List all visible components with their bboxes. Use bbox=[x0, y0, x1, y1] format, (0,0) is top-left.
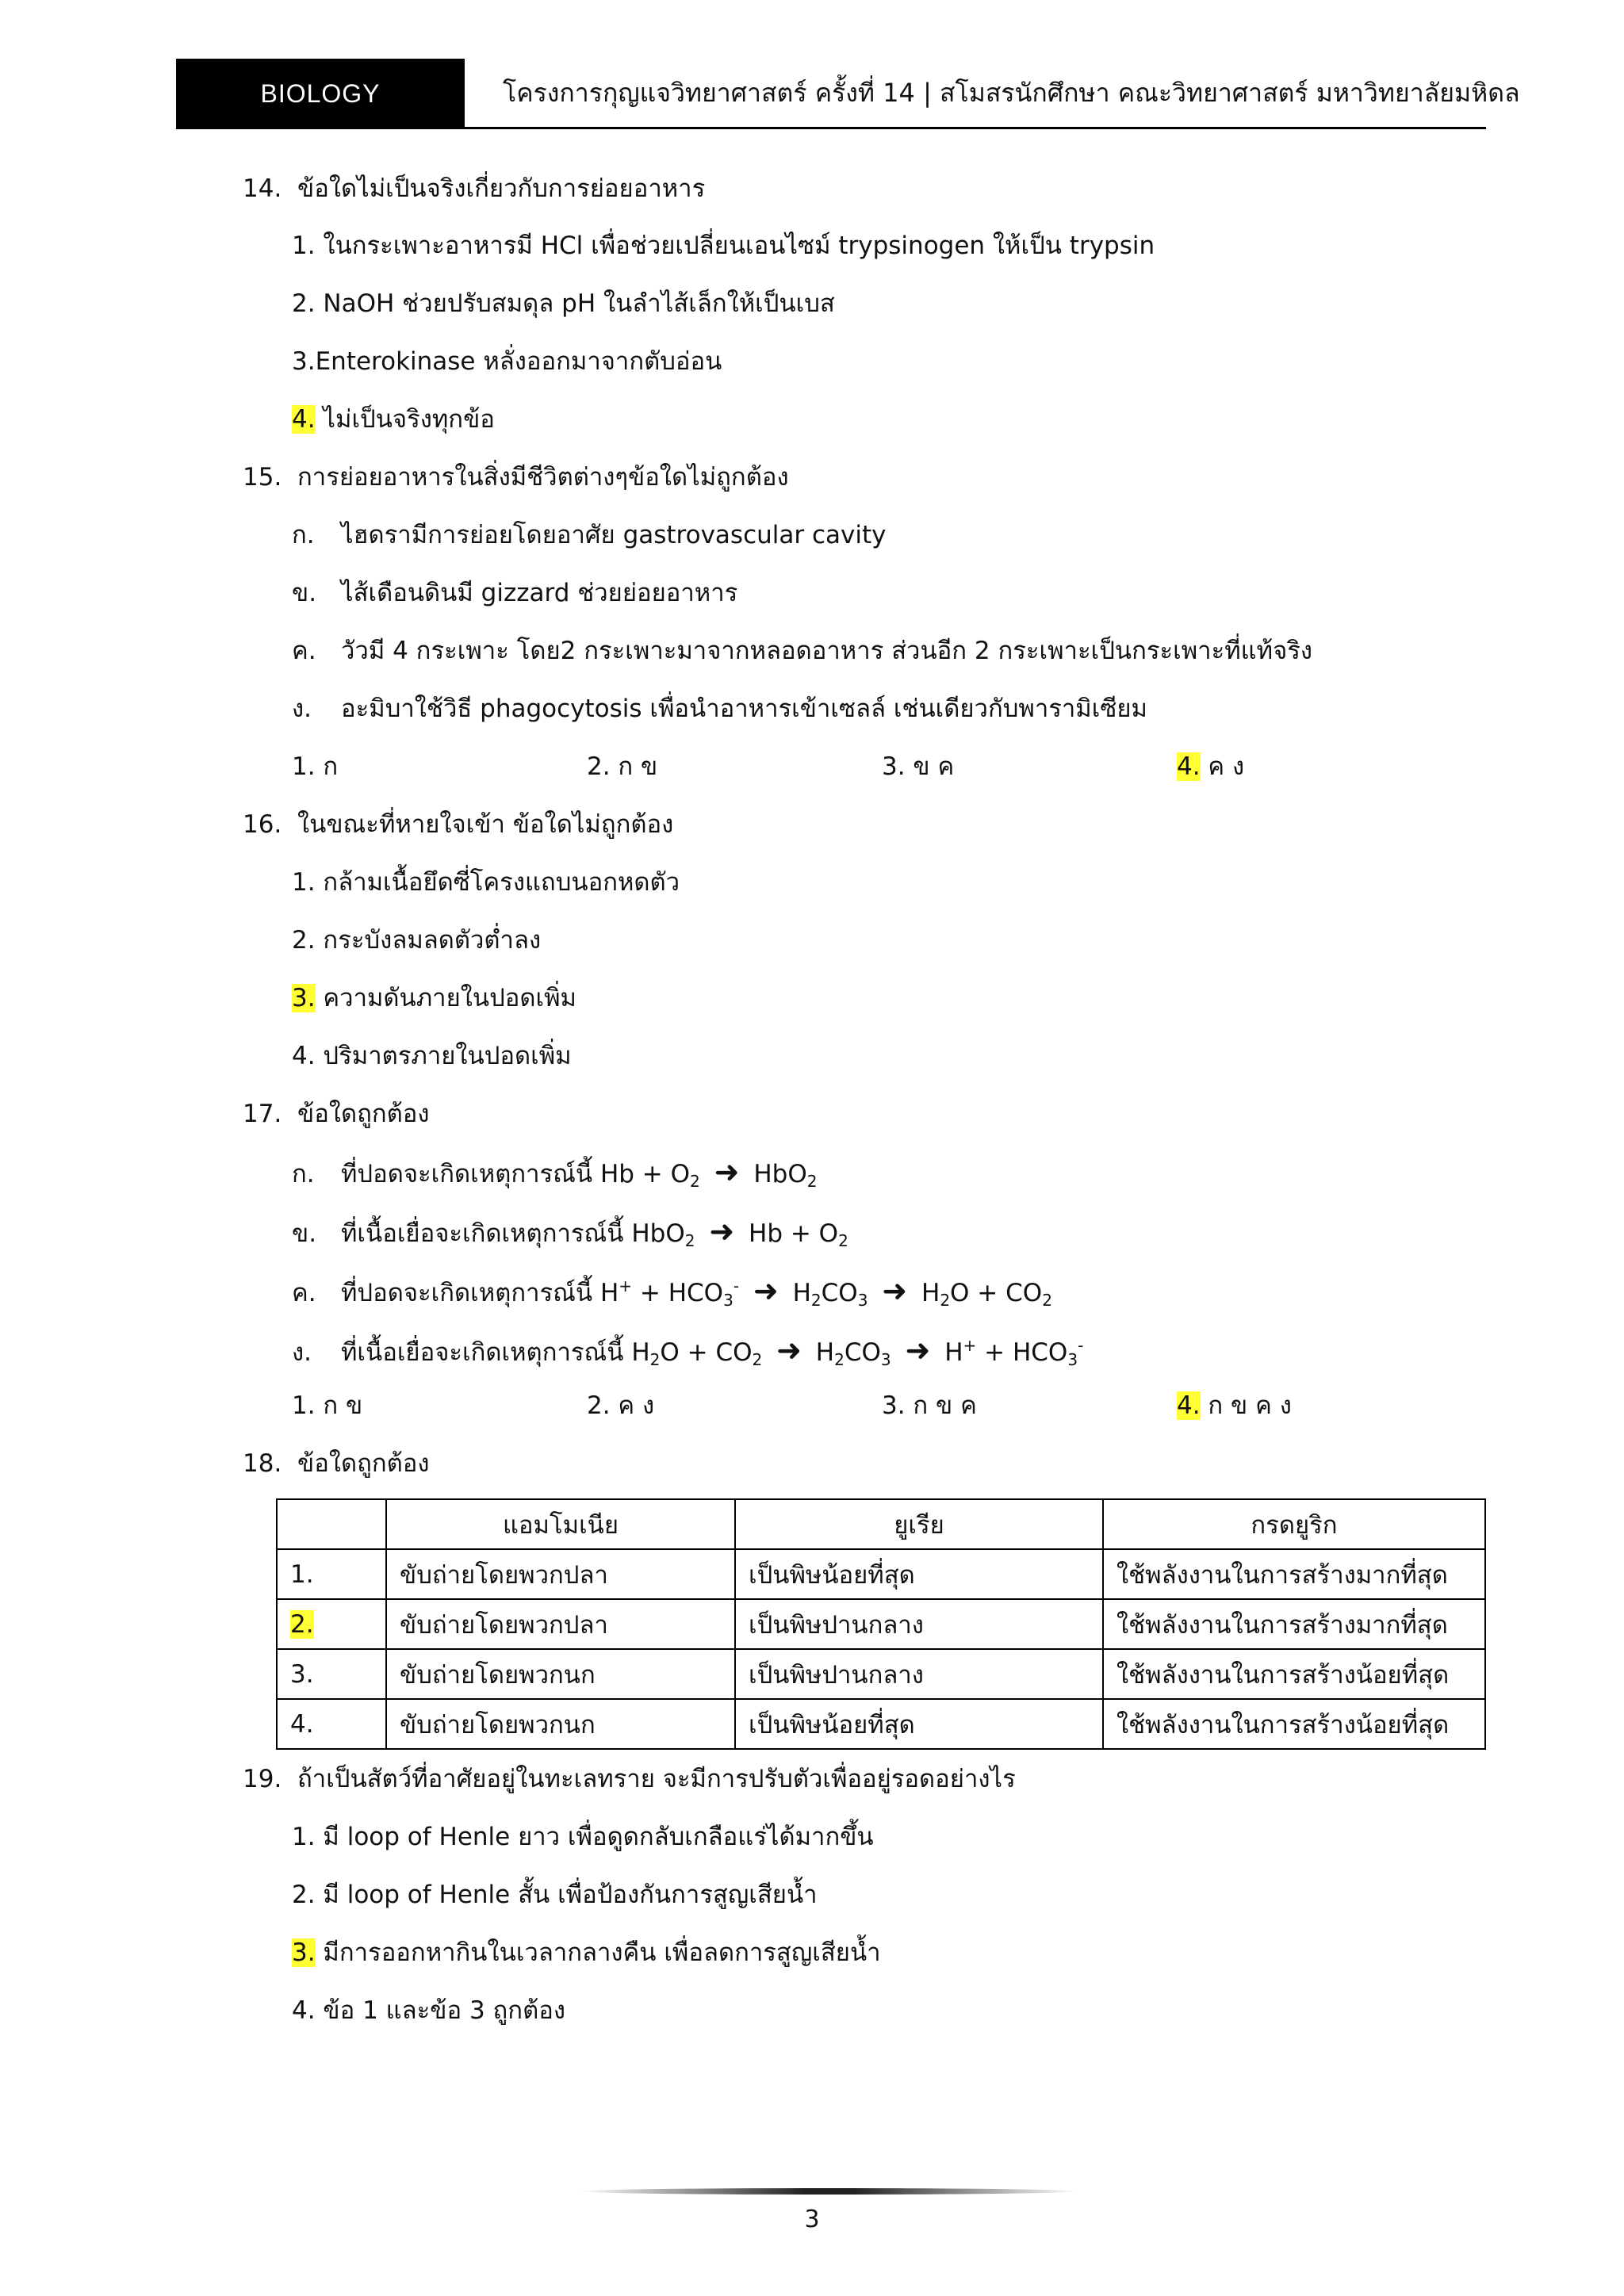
table-cell: ขับถ่ายโดยพวกนก bbox=[386, 1699, 735, 1749]
footer-divider bbox=[579, 2188, 1078, 2195]
q19-option-2: 2. มี loop of Henle สั้น เพื่อป้องกันการสูญเสียน้ำ bbox=[292, 1881, 818, 1909]
q16-option-4: 4. ปริมาตรภายในปอดเพิ่ม bbox=[292, 1042, 572, 1070]
q19-option-3: 3. มีการออกหากินในเวลากลางคืน เพื่อลดการสูญเสียน้ำ bbox=[292, 1938, 881, 1967]
q15-item-d: ง. อะมิบาใช้วิธี phagocytosis เพื่อนำอาหารเข้าเซลล์ เช่นเดียวกับพารามิเซียม bbox=[292, 695, 1147, 723]
table-cell: เป็นพิษน้อยที่สุด bbox=[735, 1549, 1103, 1599]
q16-option-2: 2. กระบังลมลดตัวต่ำลง bbox=[292, 926, 542, 955]
answer-highlight: 4. bbox=[1177, 1391, 1201, 1420]
table-cell: ขับถ่ายโดยพวกปลา bbox=[386, 1549, 735, 1599]
q14-option-2: 2. NaOH ช่วยปรับสมดุล pH ในลำไส้เล็กให้เป็นเบส bbox=[292, 289, 835, 318]
right-arrow-icon: ➜ bbox=[905, 1333, 931, 1368]
right-arrow-icon: ➜ bbox=[753, 1273, 779, 1308]
question-15: 15. การย่อยอาหารในสิ่งมีชีวิตต่างๆข้อใดไม่ถูกต้อง bbox=[243, 463, 789, 492]
q19-option-1: 1. มี loop of Henle ยาว เพื่อดูดกลับเกลือแร่ได้มากขึ้น bbox=[292, 1823, 874, 1851]
q17-choice-2: 2. ค ง bbox=[587, 1391, 655, 1420]
q16-option-3: 3. ความดันภายในปอดเพิ่ม bbox=[292, 984, 576, 1012]
q17-item-b: ข. ที่เนื้อเยื่อจะเกิดเหตุการณ์นี้ HbO$_2$ ➜ $Hb + O_2$ bbox=[292, 1214, 848, 1250]
question-14: 14. ข้อใดไม่เป็นจริงเกี่ยวกับการย่อยอาหาร bbox=[243, 174, 706, 203]
q15-item-a: ก. ไฮดรามีการย่อยโดยอาศัย gastrovascular cavity bbox=[292, 521, 887, 549]
question-16: 16. ในขณะที่หายใจเข้า ข้อใดไม่ถูกต้อง bbox=[243, 810, 674, 839]
q14-option-1: 1. ในกระเพาะอาหารมี HCl เพื่อช่วยเปลี่ยนเอนไซม์ trypsinogen ให้เป็น trypsin bbox=[292, 232, 1155, 260]
table-cell: 1. bbox=[277, 1549, 386, 1599]
q17-choice-3: 3. ก ข ค bbox=[882, 1391, 977, 1420]
q17-item-d: ง. ที่เนื้อเยื่อจะเกิดเหตุการณ์นี้ $H_2O + CO_2$ ➜ $H_2CO_3$ ➜ $H^+ + HCO_3^-$ bbox=[292, 1333, 1084, 1369]
q15-item-b: ข. ไส้เดือนดินมี gizzard ช่วยย่อยอาหาร bbox=[292, 579, 738, 607]
question-19: 19. ถ้าเป็นสัตว์ที่อาศัยอยู่ในทะเลทราย จะมีการปรับตัวเพื่ออยู่รอดอย่างไร bbox=[243, 1765, 1016, 1793]
q17-item-a: ก. ที่ปอดจะเกิดเหตุการณ์นี้ $Hb + O_2$ ➜ HbO$_2$ bbox=[292, 1154, 818, 1191]
table-cell bbox=[277, 1599, 386, 1649]
table-cell: ขับถ่ายโดยพวกนก bbox=[386, 1649, 735, 1699]
table-cell: เป็นพิษปานกลาง bbox=[735, 1649, 1103, 1699]
header-divider bbox=[176, 127, 1486, 129]
answer-highlight: 4. bbox=[292, 405, 316, 434]
table-row bbox=[277, 1649, 1485, 1699]
table-cell: ใช้พลังงานในการสร้างมากที่สุด bbox=[1103, 1599, 1485, 1649]
table-header-row bbox=[277, 1499, 1485, 1549]
right-arrow-icon: ➜ bbox=[709, 1214, 735, 1249]
table-cell: ใช้พลังงานในการสร้างมากที่สุด bbox=[1103, 1549, 1485, 1599]
header-title: โครงการกุญแจวิทยาศาสตร์ ครั้งที่ 14 | สโมสรนักศึกษา คณะวิทยาศาสตร์ มหาวิทยาลัยมหิดล bbox=[503, 78, 1520, 108]
table-header: แอมโมเนีย bbox=[386, 1499, 735, 1549]
table-cell: เป็นพิษน้อยที่สุด bbox=[735, 1699, 1103, 1749]
excretion-table bbox=[276, 1498, 1486, 1750]
table-row bbox=[277, 1599, 1485, 1649]
table-cell: เป็นพิษปานกลาง bbox=[735, 1599, 1103, 1649]
q17-choice-4: 4. ก ข ค ง bbox=[1177, 1391, 1292, 1420]
table-cell: ใช้พลังงานในการสร้างน้อยที่สุด bbox=[1103, 1649, 1485, 1699]
right-arrow-icon: ➜ bbox=[714, 1154, 740, 1189]
q17-choice-1: 1. ก ข bbox=[292, 1391, 363, 1420]
answer-highlight: 3. bbox=[292, 1938, 316, 1967]
table-cell: ใช้พลังงานในการสร้างน้อยที่สุด bbox=[1103, 1699, 1485, 1749]
table-cell: ขับถ่ายโดยพวกปลา bbox=[386, 1599, 735, 1649]
q15-choice-1: 1. ก bbox=[292, 752, 339, 781]
q14-option-3: 3.Enterokinase หลั่งออกมาจากตับอ่อน bbox=[292, 347, 722, 376]
table-row bbox=[277, 1699, 1485, 1749]
q16-option-1: 1. กล้ามเนื้อยึดซี่โครงแถบนอกหดตัว bbox=[292, 868, 680, 897]
q15-choice-2: 2. ก ข bbox=[587, 752, 658, 781]
q15-choice-3: 3. ข ค bbox=[882, 752, 955, 781]
subject-label: BIOLOGY bbox=[176, 59, 465, 128]
table-header: ยูเรีย bbox=[735, 1499, 1103, 1549]
table-cell: 3. bbox=[277, 1649, 386, 1699]
q17-item-c: ค. ที่ปอดจะเกิดเหตุการณ์นี้ $H^+ + HCO_3^-$ ➜ $H_2CO_3$ ➜ $H_2O + CO_2$ bbox=[292, 1273, 1052, 1310]
question-17: 17. ข้อใดถูกต้อง bbox=[243, 1100, 430, 1128]
table-header: กรดยูริก bbox=[1103, 1499, 1485, 1549]
table-row bbox=[277, 1549, 1485, 1599]
q19-option-4: 4. ข้อ 1 และข้อ 3 ถูกต้อง bbox=[292, 1996, 565, 2025]
right-arrow-icon: ➜ bbox=[882, 1273, 908, 1308]
right-arrow-icon: ➜ bbox=[776, 1333, 802, 1368]
answer-highlight: 4. bbox=[1177, 752, 1201, 781]
q14-option-4: 4. ไม่เป็นจริงทุกข้อ bbox=[292, 405, 495, 434]
table-header bbox=[277, 1499, 386, 1549]
q15-choice-4: 4. ค ง bbox=[1177, 752, 1245, 781]
page-number: 3 bbox=[804, 2206, 820, 2233]
table-cell: 4. bbox=[277, 1699, 386, 1749]
answer-highlight: 3. bbox=[292, 984, 316, 1012]
question-18: 18. ข้อใดถูกต้อง bbox=[243, 1449, 430, 1478]
answer-highlight: 2. bbox=[290, 1609, 314, 1639]
q15-item-c: ค. วัวมี 4 กระเพาะ โดย2 กระเพาะมาจากหลอดอาหาร ส่วนอีก 2 กระเพาะเป็นกระเพาะที่แท้จริง bbox=[292, 637, 1313, 665]
